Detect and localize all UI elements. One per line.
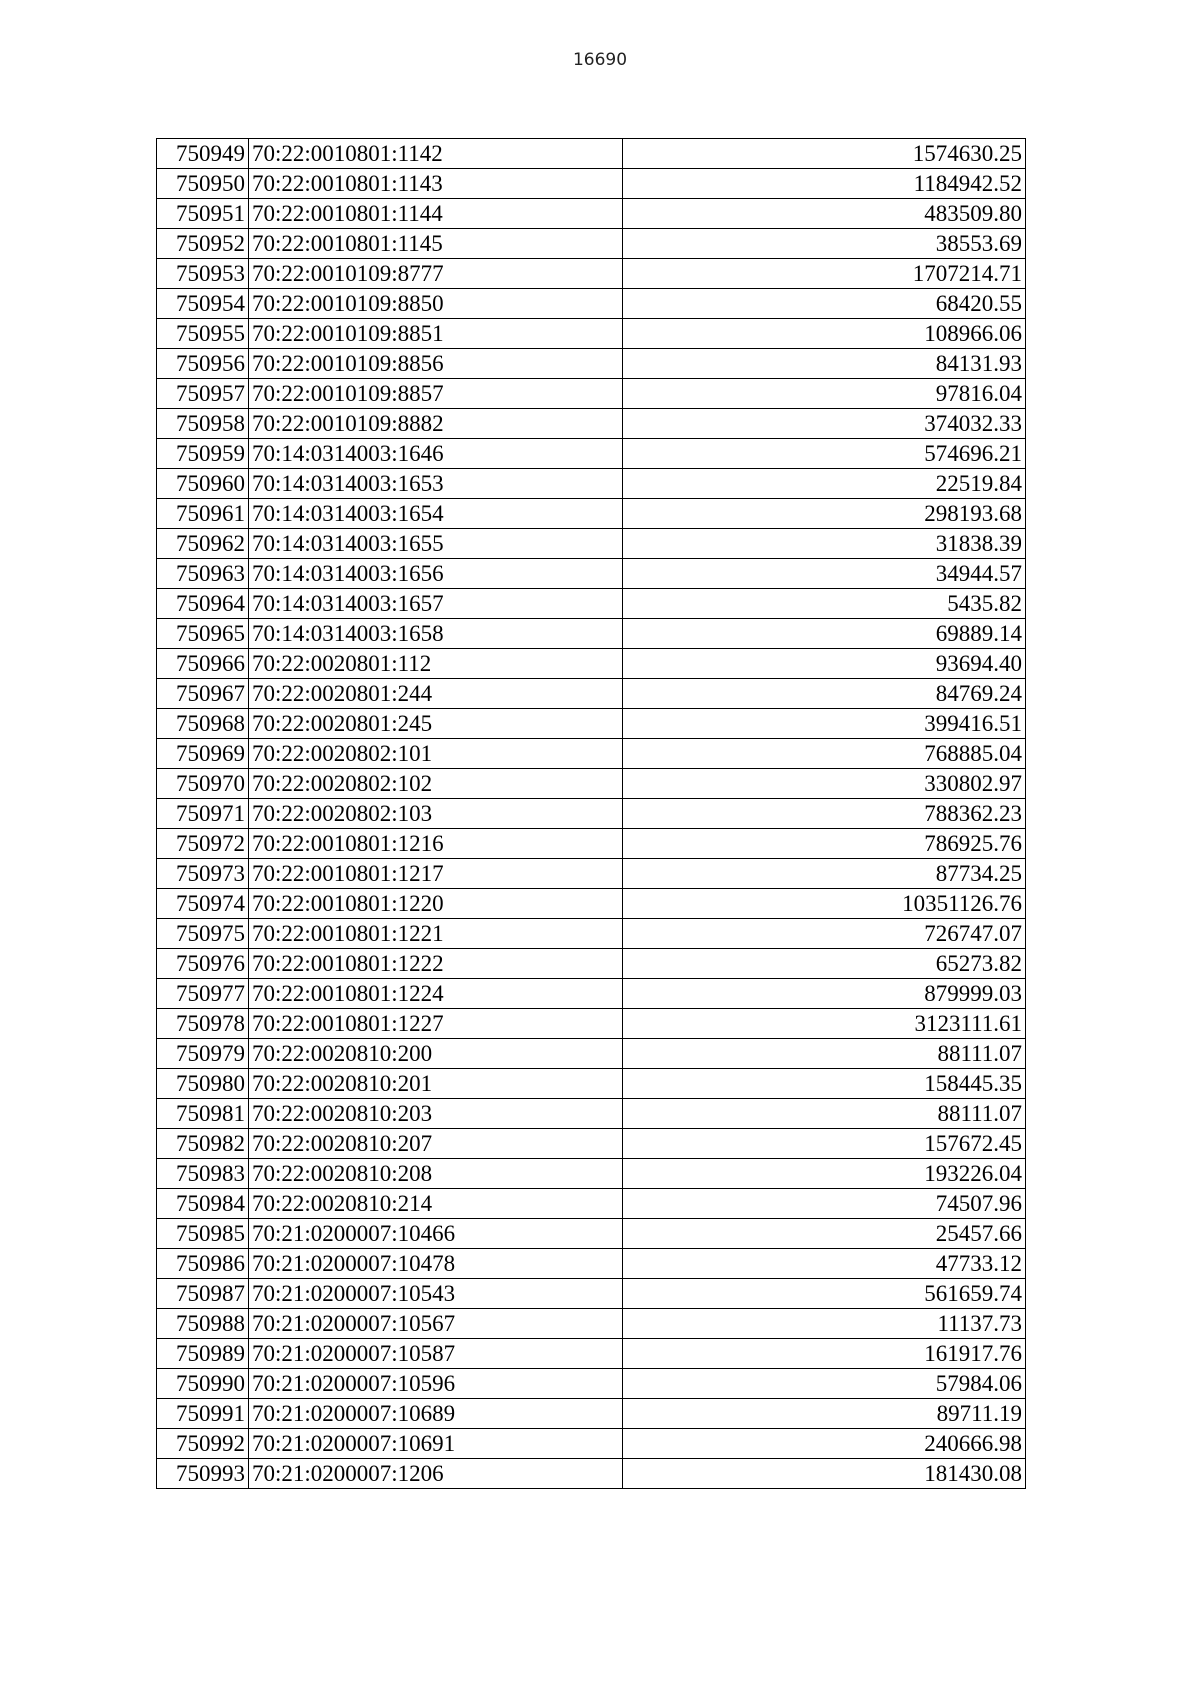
row-id-cell: 750981 xyxy=(157,1099,249,1129)
row-id-cell: 750990 xyxy=(157,1369,249,1399)
cadastral-value-cell: 181430.08 xyxy=(622,1459,1025,1489)
cadastral-number-cell: 70:22:0010801:1220 xyxy=(248,889,622,919)
row-id-cell: 750980 xyxy=(157,1069,249,1099)
cadastral-value-cell: 1574630.25 xyxy=(622,139,1025,169)
table-row xyxy=(157,1039,1026,1069)
cadastral-value-cell: 88111.07 xyxy=(622,1099,1025,1129)
cadastral-number-cell: 70:22:0010801:1227 xyxy=(248,1009,622,1039)
row-id-cell: 750969 xyxy=(157,739,249,769)
table-row xyxy=(157,919,1026,949)
row-id-cell: 750968 xyxy=(157,709,249,739)
cadastral-number-cell: 70:22:0010109:8856 xyxy=(248,349,622,379)
cadastral-value-cell: 84131.93 xyxy=(622,349,1025,379)
cadastral-number-cell: 70:22:0020810:207 xyxy=(248,1129,622,1159)
row-id-cell: 750960 xyxy=(157,469,249,499)
row-id-cell: 750993 xyxy=(157,1459,249,1489)
row-id-cell: 750961 xyxy=(157,499,249,529)
cadastral-number-cell: 70:22:0010801:1224 xyxy=(248,979,622,1009)
cadastral-number-cell: 70:22:0010801:1222 xyxy=(248,949,622,979)
cadastral-value-cell: 69889.14 xyxy=(622,619,1025,649)
cadastral-value-cell: 11137.73 xyxy=(622,1309,1025,1339)
table-row xyxy=(157,139,1026,169)
table-row xyxy=(157,439,1026,469)
cadastral-number-cell: 70:22:0020801:244 xyxy=(248,679,622,709)
row-id-cell: 750959 xyxy=(157,439,249,469)
cadastral-number-cell: 70:21:0200007:1206 xyxy=(248,1459,622,1489)
cadastral-value-cell: 68420.55 xyxy=(622,289,1025,319)
cadastral-value-cell: 330802.97 xyxy=(622,769,1025,799)
table-row xyxy=(157,889,1026,919)
table-row xyxy=(157,1369,1026,1399)
cadastral-value-cell: 1707214.71 xyxy=(622,259,1025,289)
cadastral-number-cell: 70:22:0010801:1143 xyxy=(248,169,622,199)
cadastral-value-cell: 97816.04 xyxy=(622,379,1025,409)
row-id-cell: 750985 xyxy=(157,1219,249,1249)
row-id-cell: 750956 xyxy=(157,349,249,379)
table-row xyxy=(157,1459,1026,1489)
cadastral-value-cell: 10351126.76 xyxy=(622,889,1025,919)
table-row xyxy=(157,1399,1026,1429)
cadastral-number-cell: 70:22:0020801:245 xyxy=(248,709,622,739)
cadastral-number-cell: 70:22:0020801:112 xyxy=(248,649,622,679)
row-id-cell: 750991 xyxy=(157,1399,249,1429)
row-id-cell: 750966 xyxy=(157,649,249,679)
row-id-cell: 750982 xyxy=(157,1129,249,1159)
cadastral-number-cell: 70:22:0020802:102 xyxy=(248,769,622,799)
table-row xyxy=(157,649,1026,679)
table-row xyxy=(157,319,1026,349)
cadastral-value-cell: 31838.39 xyxy=(622,529,1025,559)
row-id-cell: 750976 xyxy=(157,949,249,979)
table-row xyxy=(157,1099,1026,1129)
cadastral-value-cell: 25457.66 xyxy=(622,1219,1025,1249)
cadastral-value-cell: 87734.25 xyxy=(622,859,1025,889)
row-id-cell: 750971 xyxy=(157,799,249,829)
row-id-cell: 750951 xyxy=(157,199,249,229)
cadastral-value-cell: 240666.98 xyxy=(622,1429,1025,1459)
cadastral-number-cell: 70:21:0200007:10596 xyxy=(248,1369,622,1399)
table-row xyxy=(157,1279,1026,1309)
cadastral-number-cell: 70:21:0200007:10567 xyxy=(248,1309,622,1339)
table-row xyxy=(157,1219,1026,1249)
cadastral-value-cell: 47733.12 xyxy=(622,1249,1025,1279)
row-id-cell: 750989 xyxy=(157,1339,249,1369)
cadastral-number-cell: 70:22:0010801:1217 xyxy=(248,859,622,889)
row-id-cell: 750979 xyxy=(157,1039,249,1069)
cadastral-number-cell: 70:21:0200007:10691 xyxy=(248,1429,622,1459)
cadastral-number-cell: 70:14:0314003:1653 xyxy=(248,469,622,499)
row-id-cell: 750977 xyxy=(157,979,249,1009)
cadastral-value-cell: 38553.69 xyxy=(622,229,1025,259)
cadastral-value-cell: 193226.04 xyxy=(622,1159,1025,1189)
row-id-cell: 750949 xyxy=(157,139,249,169)
table-row xyxy=(157,769,1026,799)
table-row xyxy=(157,1189,1026,1219)
table-row xyxy=(157,1129,1026,1159)
table-row xyxy=(157,1309,1026,1339)
cadastral-number-cell: 70:21:0200007:10689 xyxy=(248,1399,622,1429)
row-id-cell: 750992 xyxy=(157,1429,249,1459)
cadastral-number-cell: 70:14:0314003:1655 xyxy=(248,529,622,559)
cadastral-number-cell: 70:22:0010109:8857 xyxy=(248,379,622,409)
cadastral-value-cell: 574696.21 xyxy=(622,439,1025,469)
cadastral-number-cell: 70:22:0020802:101 xyxy=(248,739,622,769)
row-id-cell: 750988 xyxy=(157,1309,249,1339)
cadastral-number-cell: 70:21:0200007:10543 xyxy=(248,1279,622,1309)
row-id-cell: 750963 xyxy=(157,559,249,589)
cadastral-value-cell: 161917.76 xyxy=(622,1339,1025,1369)
cadastral-number-cell: 70:22:0010801:1145 xyxy=(248,229,622,259)
row-id-cell: 750970 xyxy=(157,769,249,799)
cadastral-value-cell: 298193.68 xyxy=(622,499,1025,529)
table-row xyxy=(157,559,1026,589)
row-id-cell: 750967 xyxy=(157,679,249,709)
table-row xyxy=(157,799,1026,829)
cadastral-value-cell: 561659.74 xyxy=(622,1279,1025,1309)
table-row xyxy=(157,379,1026,409)
table-row xyxy=(157,259,1026,289)
cadastral-value-cell: 879999.03 xyxy=(622,979,1025,1009)
cadastral-number-cell: 70:21:0200007:10587 xyxy=(248,1339,622,1369)
cadastral-number-cell: 70:14:0314003:1646 xyxy=(248,439,622,469)
row-id-cell: 750958 xyxy=(157,409,249,439)
cadastral-number-cell: 70:22:0020810:201 xyxy=(248,1069,622,1099)
table-row xyxy=(157,829,1026,859)
page-number: 16690 xyxy=(572,50,628,70)
cadastral-number-cell: 70:22:0010801:1216 xyxy=(248,829,622,859)
row-id-cell: 750954 xyxy=(157,289,249,319)
cadastral-value-cell: 84769.24 xyxy=(622,679,1025,709)
cadastral-value-cell: 34944.57 xyxy=(622,559,1025,589)
cadastral-value-cell: 22519.84 xyxy=(622,469,1025,499)
cadastral-number-cell: 70:22:0020802:103 xyxy=(248,799,622,829)
cadastral-number-cell: 70:21:0200007:10466 xyxy=(248,1219,622,1249)
cadastral-number-cell: 70:22:0020810:200 xyxy=(248,1039,622,1069)
cadastral-number-cell: 70:22:0010801:1221 xyxy=(248,919,622,949)
table-row xyxy=(157,289,1026,319)
row-id-cell: 750973 xyxy=(157,859,249,889)
cadastral-number-cell: 70:22:0020810:208 xyxy=(248,1159,622,1189)
table-row xyxy=(157,589,1026,619)
table-row xyxy=(157,199,1026,229)
cadastral-number-cell: 70:14:0314003:1658 xyxy=(248,619,622,649)
row-id-cell: 750955 xyxy=(157,319,249,349)
cadastral-value-cell: 93694.40 xyxy=(622,649,1025,679)
cadastral-value-cell: 88111.07 xyxy=(622,1039,1025,1069)
table-row xyxy=(157,859,1026,889)
table-row xyxy=(157,529,1026,559)
table-row xyxy=(157,229,1026,259)
table-row xyxy=(157,499,1026,529)
cadastral-value-cell: 157672.45 xyxy=(622,1129,1025,1159)
row-id-cell: 750983 xyxy=(157,1159,249,1189)
row-id-cell: 750972 xyxy=(157,829,249,859)
cadastral-value-cell: 786925.76 xyxy=(622,829,1025,859)
table-row xyxy=(157,679,1026,709)
cadastral-value-cell: 374032.33 xyxy=(622,409,1025,439)
cadastral-number-cell: 70:22:0010109:8777 xyxy=(248,259,622,289)
row-id-cell: 750957 xyxy=(157,379,249,409)
cadastral-value-cell: 3123111.61 xyxy=(622,1009,1025,1039)
cadastral-number-cell: 70:14:0314003:1657 xyxy=(248,589,622,619)
cadastral-value-cell: 158445.35 xyxy=(622,1069,1025,1099)
table-row xyxy=(157,1249,1026,1279)
row-id-cell: 750953 xyxy=(157,259,249,289)
cadastral-number-cell: 70:22:0010109:8882 xyxy=(248,409,622,439)
row-id-cell: 750984 xyxy=(157,1189,249,1219)
cadastral-number-cell: 70:22:0010801:1142 xyxy=(248,139,622,169)
cadastral-value-cell: 483509.80 xyxy=(622,199,1025,229)
table-row xyxy=(157,1009,1026,1039)
row-id-cell: 750964 xyxy=(157,589,249,619)
cadastral-number-cell: 70:22:0010801:1144 xyxy=(248,199,622,229)
cadastral-value-cell: 1184942.52 xyxy=(622,169,1025,199)
row-id-cell: 750986 xyxy=(157,1249,249,1279)
table-row xyxy=(157,949,1026,979)
cadastral-value-cell: 788362.23 xyxy=(622,799,1025,829)
table-row xyxy=(157,709,1026,739)
row-id-cell: 750952 xyxy=(157,229,249,259)
cadastral-number-cell: 70:14:0314003:1654 xyxy=(248,499,622,529)
cadastral-value-cell: 108966.06 xyxy=(622,319,1025,349)
cadastral-value-cell: 74507.96 xyxy=(622,1189,1025,1219)
row-id-cell: 750987 xyxy=(157,1279,249,1309)
cadastral-number-cell: 70:22:0020810:214 xyxy=(248,1189,622,1219)
cadastral-value-cell: 399416.51 xyxy=(622,709,1025,739)
table-row xyxy=(157,739,1026,769)
table-row xyxy=(157,619,1026,649)
row-id-cell: 750965 xyxy=(157,619,249,649)
cadastral-value-cell: 57984.06 xyxy=(622,1369,1025,1399)
cadastral-number-cell: 70:22:0020810:203 xyxy=(248,1099,622,1129)
cadastral-number-cell: 70:22:0010109:8850 xyxy=(248,289,622,319)
table-row xyxy=(157,349,1026,379)
cadastral-value-table xyxy=(156,138,1026,1489)
cadastral-number-cell: 70:14:0314003:1656 xyxy=(248,559,622,589)
cadastral-number-cell: 70:22:0010109:8851 xyxy=(248,319,622,349)
table-row xyxy=(157,1429,1026,1459)
table-row xyxy=(157,169,1026,199)
cadastral-value-cell: 5435.82 xyxy=(622,589,1025,619)
row-id-cell: 750974 xyxy=(157,889,249,919)
table-body xyxy=(157,139,1026,1489)
cadastral-value-cell: 65273.82 xyxy=(622,949,1025,979)
table-row xyxy=(157,469,1026,499)
cadastral-value-cell: 89711.19 xyxy=(622,1399,1025,1429)
row-id-cell: 750975 xyxy=(157,919,249,949)
row-id-cell: 750962 xyxy=(157,529,249,559)
cadastral-value-cell: 768885.04 xyxy=(622,739,1025,769)
cadastral-number-cell: 70:21:0200007:10478 xyxy=(248,1249,622,1279)
cadastral-value-cell: 726747.07 xyxy=(622,919,1025,949)
row-id-cell: 750978 xyxy=(157,1009,249,1039)
table-row xyxy=(157,1069,1026,1099)
table-row xyxy=(157,409,1026,439)
table-row xyxy=(157,1159,1026,1189)
row-id-cell: 750950 xyxy=(157,169,249,199)
table-row xyxy=(157,1339,1026,1369)
table-row xyxy=(157,979,1026,1009)
